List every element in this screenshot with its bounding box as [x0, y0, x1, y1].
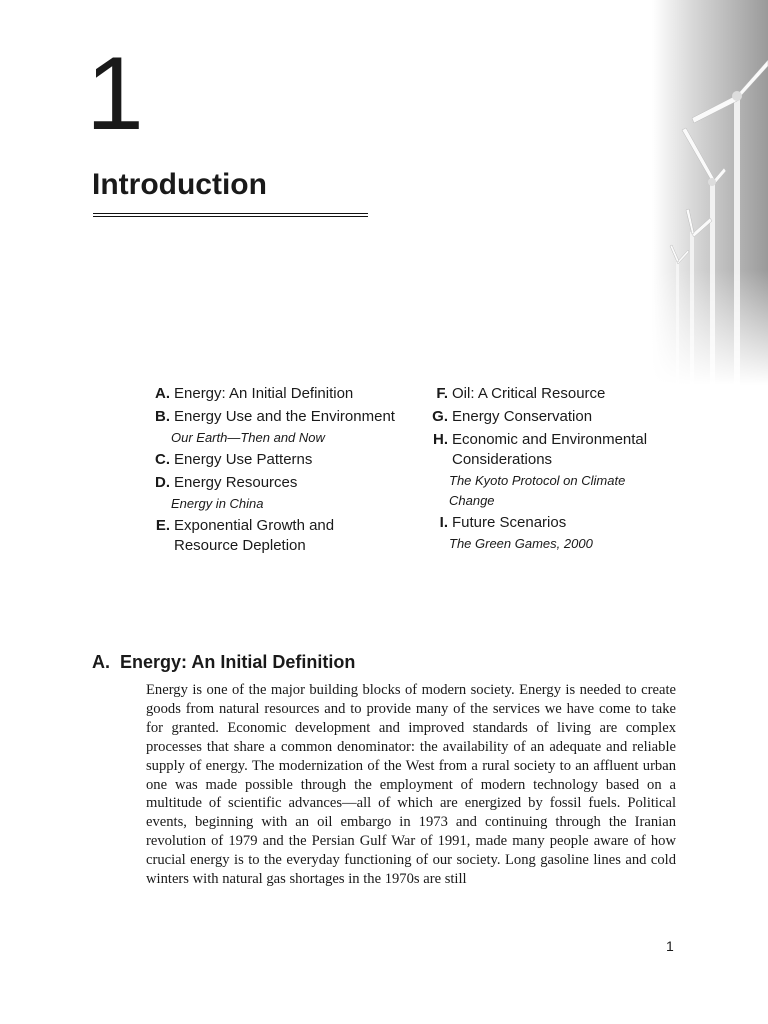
toc-sub-item: Our Earth—Then and Now — [171, 430, 325, 445]
toc-letter: A. — [155, 385, 170, 402]
toc-right-column — [424, 384, 664, 556]
toc-letter: C. — [155, 451, 170, 468]
toc-letter: G. — [432, 408, 448, 425]
toc-item — [146, 473, 396, 493]
toc-left-column — [146, 384, 396, 556]
toc-letter: D. — [155, 474, 170, 491]
toc-item — [424, 513, 664, 533]
toc-item — [146, 450, 396, 470]
toc-label: Future Scenarios — [452, 514, 567, 531]
toc-label: Energy: An Initial Definition — [174, 385, 354, 402]
title-rule — [93, 213, 368, 217]
page-number: 1 — [666, 938, 674, 954]
toc-sub-item: The Green Games, 2000 — [449, 536, 593, 551]
toc-label: Energy Conservation — [452, 408, 593, 425]
section-body-text: Energy is one of the major building blocks of modern society. Energy is needed to create goods from natural resources and to provide many of the services we have come to take for granted. Economic development and improved standards of living are complex processes that share a common denominator: the availability of an adequate and reliable supply of energy. The modernization of the West from a rural society to an affluent urban one was made possible through the employment of modern technology based on a multitude of scientific advances—all of which are energized by fossil fuels. Political events, beginning with an oil embargo in 1973 and continuing through the Iranian revolution of 1979 and the Persian Gulf War of 1991, made many people aware of how crucial energy is to the everyday functioning of our society. Long gasoline lines and cold winters with natural gas shortages in the 1970s are still — [146, 682, 676, 888]
toc-label: Oil: A Critical Resource — [452, 385, 606, 402]
chapter-number: 1 — [86, 36, 142, 152]
toc-item — [146, 407, 396, 427]
toc-item — [424, 407, 664, 427]
toc-letter: I. — [439, 514, 448, 531]
section-heading: A. Energy: An Initial Definition — [92, 652, 356, 672]
toc-label: Economic and Environmental Considerations — [452, 431, 648, 468]
toc-sub-item: Energy in China — [171, 496, 264, 511]
toc-label: Energy Use and the Environment — [174, 408, 395, 425]
toc-letter: B. — [155, 408, 170, 425]
toc-item — [424, 384, 664, 404]
toc-letter: F. — [436, 385, 448, 402]
toc-label: Energy Use Patterns — [174, 451, 313, 468]
toc-item — [424, 430, 649, 470]
toc-label: Energy Resources — [174, 474, 298, 491]
toc-item — [146, 384, 396, 404]
toc-letter: E. — [155, 517, 170, 534]
toc-sub-item: The Kyoto Protocol on Climate Change — [449, 473, 626, 508]
toc-letter: H. — [433, 431, 448, 448]
toc-label: Exponential Growth and Resource Depletion — [174, 517, 335, 554]
wind-turbines-image — [652, 0, 768, 385]
chapter-title: Introduction — [92, 168, 267, 201]
toc-item — [146, 516, 346, 556]
